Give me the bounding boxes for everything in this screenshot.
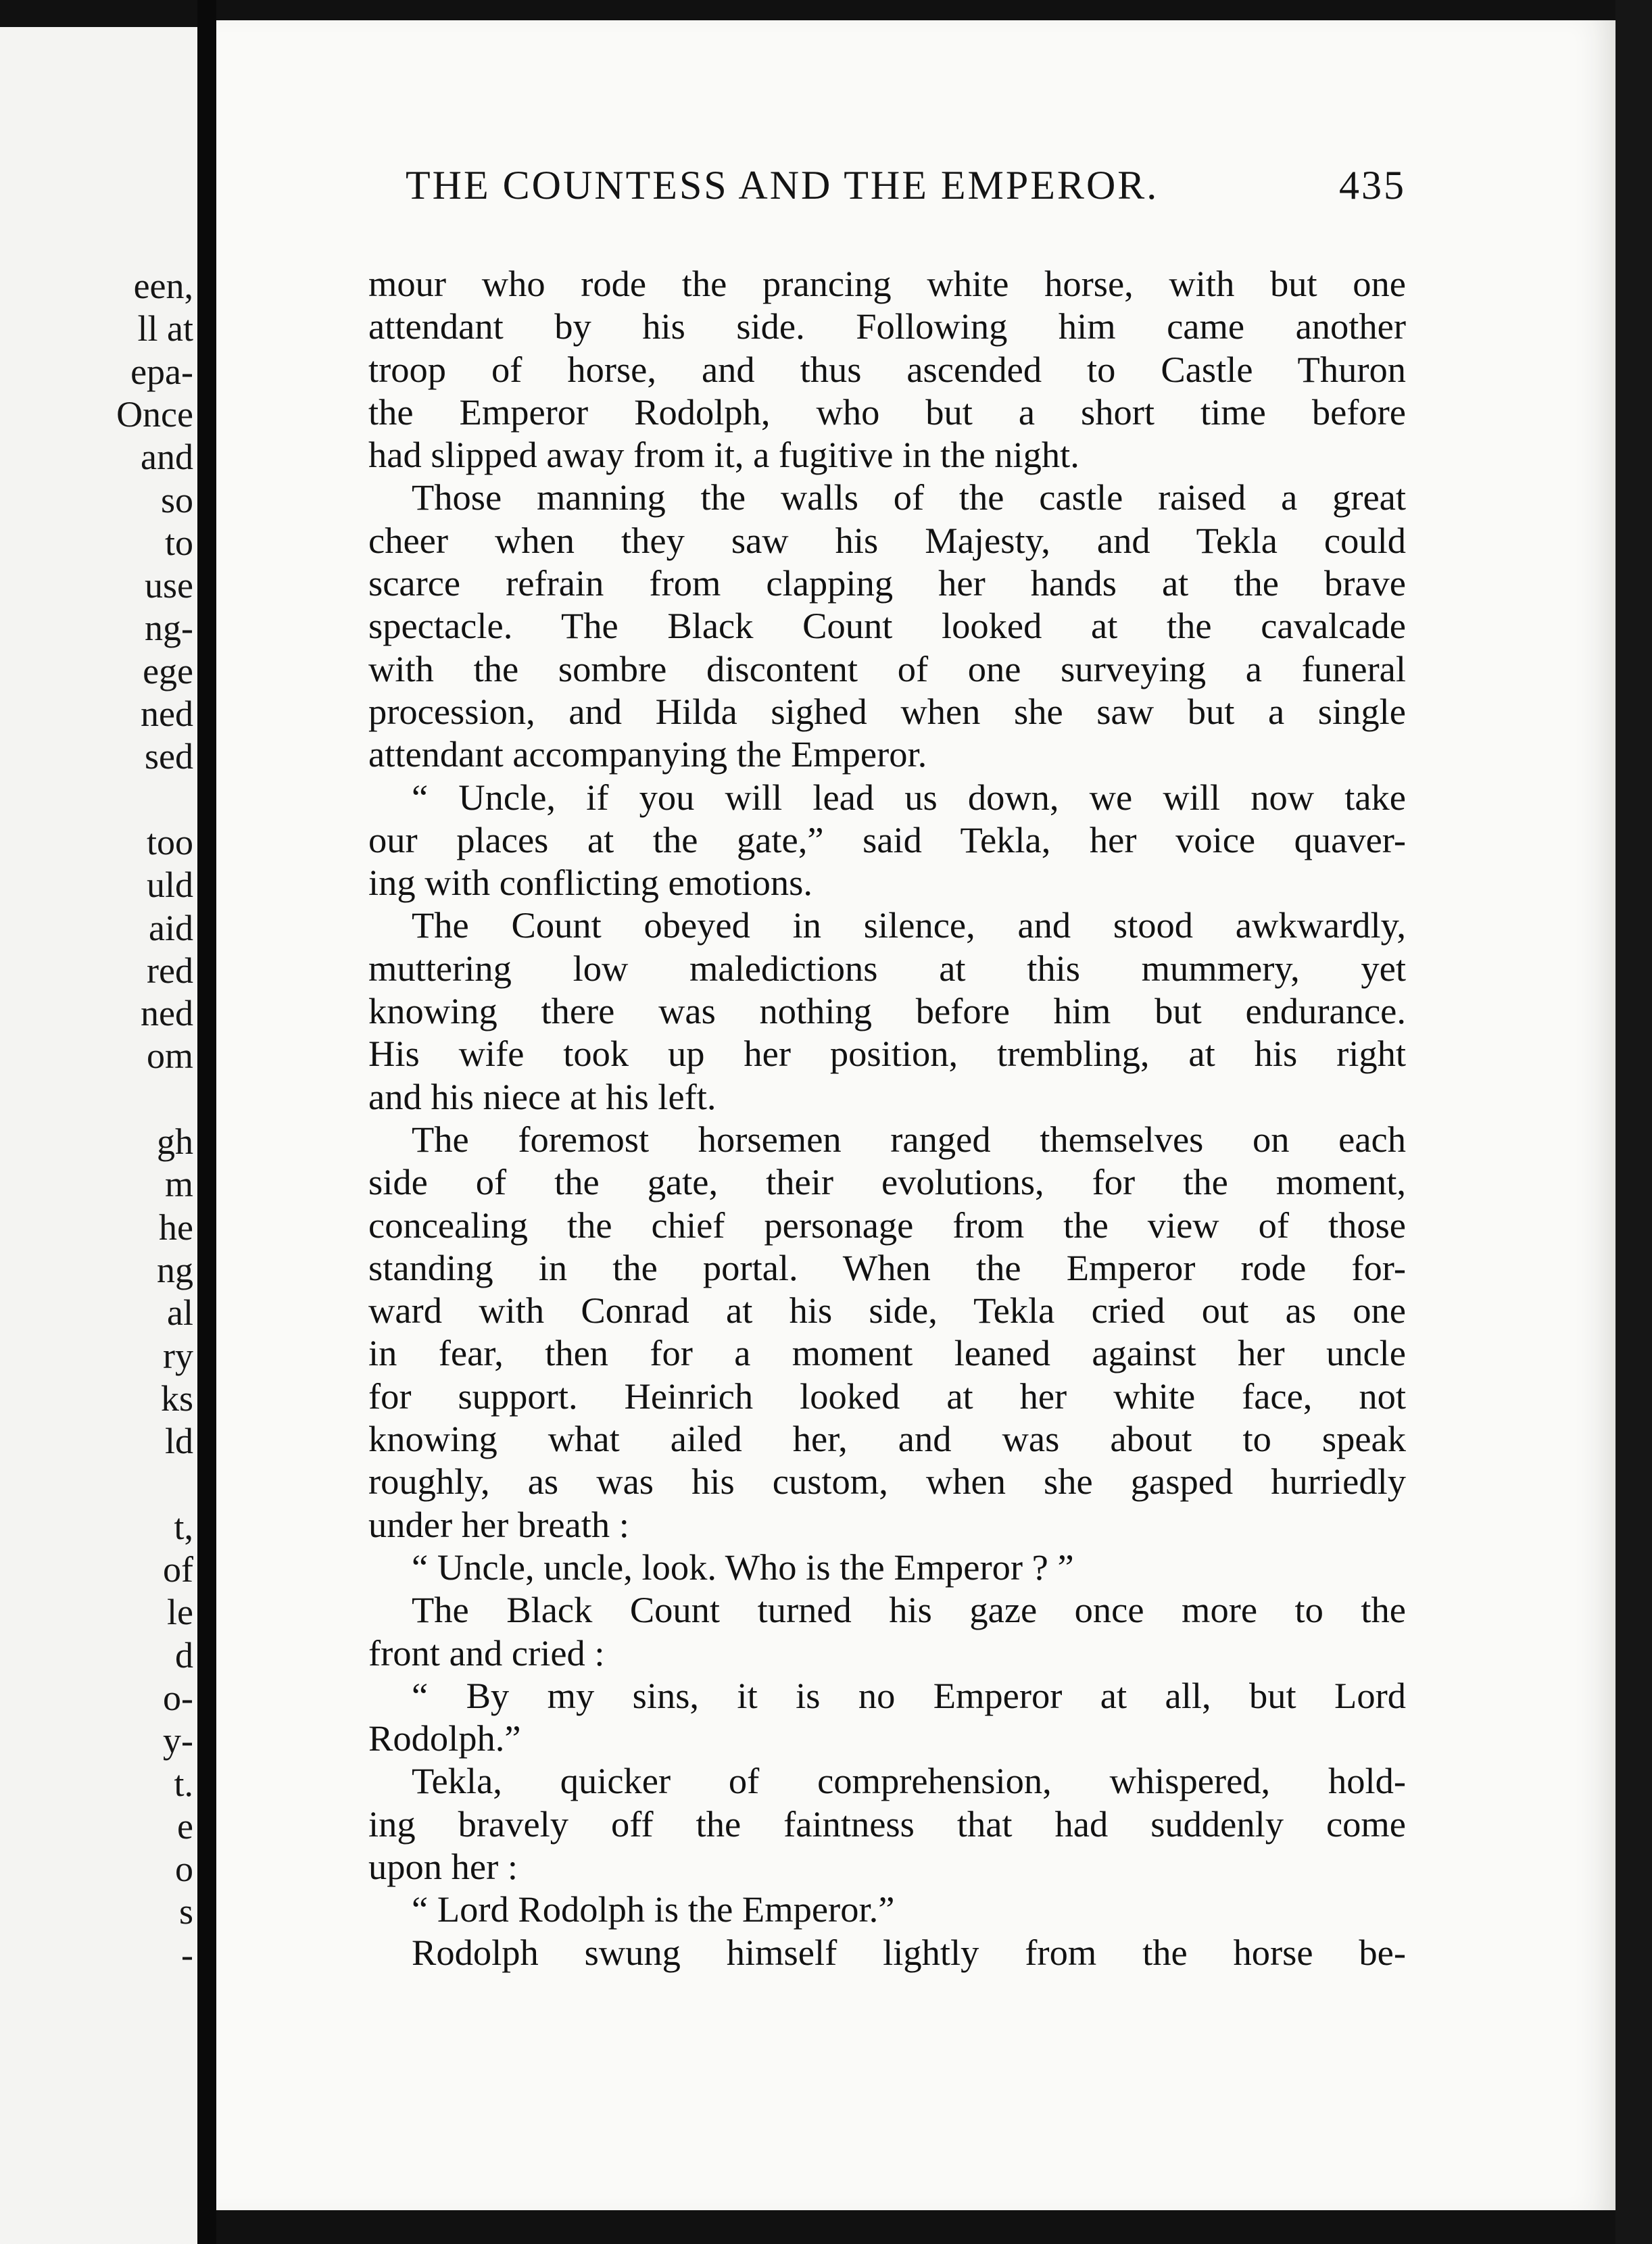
- text-line: “ Uncle, if you will lead us down, we will now take: [412, 776, 1406, 818]
- text-line: Rodolph.”: [368, 1717, 521, 1759]
- left-page-text-fragment: Once: [116, 393, 193, 435]
- text-line: Those manning the walls of the castle raised a great: [412, 477, 1406, 518]
- left-page-fragment: [0, 27, 197, 2244]
- text-line: attendant accompanying the Emperor.: [368, 733, 927, 775]
- text-line: roughly, as was his custom, when she gasped hurriedly: [368, 1461, 1406, 1503]
- left-page-text-fragment: red: [147, 950, 193, 991]
- left-page-text-fragment: uld: [146, 864, 193, 906]
- text-line: The Count obeyed in silence, and stood awkwardly,: [412, 904, 1406, 946]
- text-line: in fear, then for a moment leaned against her uncle: [368, 1332, 1406, 1374]
- left-page-text-fragment: -: [181, 1934, 193, 1975]
- text-line: muttering low maledictions at this mummery, yet: [368, 947, 1406, 989]
- left-page-text-fragment: ned: [141, 993, 193, 1034]
- text-line: front and cried :: [368, 1632, 605, 1674]
- left-page-text-fragment: ng: [157, 1249, 193, 1290]
- text-line: under her breath :: [368, 1503, 629, 1545]
- text-line: “ Lord Rodolph is the Emperor.”: [412, 1888, 895, 1930]
- text-line: for support. Heinrich looked at her white face, not: [368, 1375, 1406, 1417]
- page-edge: [1615, 0, 1652, 2244]
- text-line: our places at the gate,” said Tekla, her voice quaver-: [368, 819, 1406, 860]
- left-page-text-fragment: om: [146, 1035, 193, 1077]
- left-page-text-fragment: ll at: [137, 308, 193, 349]
- left-page-text-fragment: ld: [164, 1421, 193, 1462]
- left-page-text-fragment: t,: [174, 1506, 193, 1547]
- left-page-text-fragment: of: [163, 1549, 193, 1590]
- left-page-text-fragment: too: [146, 821, 193, 862]
- left-page-text-fragment: ks: [160, 1377, 193, 1419]
- left-page-text-fragment: gh: [157, 1121, 193, 1162]
- text-line: knowing there was nothing before him but endurance.: [368, 990, 1406, 1032]
- left-page-text-fragment: so: [160, 479, 193, 520]
- text-line: scarce refrain from clapping her hands at the brave: [368, 562, 1406, 604]
- text-line: the Emperor Rodolph, who but a short time before: [368, 391, 1406, 433]
- body-text: [368, 262, 1406, 1974]
- left-page-text-fragment: le: [167, 1592, 193, 1633]
- running-title: THE COUNTESS AND THE EMPEROR.: [406, 163, 1159, 208]
- text-line: concealing the chief personage from the view of those: [368, 1204, 1406, 1246]
- running-header: [406, 162, 1406, 209]
- text-line: “ By my sins, it is no Emperor at all, but Lord: [412, 1674, 1406, 1716]
- left-page-text-fragment: he: [159, 1206, 193, 1248]
- left-page-text-fragment: t.: [174, 1763, 193, 1804]
- left-page-text-fragment: o-: [163, 1677, 193, 1718]
- left-page-text-fragment: e: [177, 1805, 193, 1847]
- text-line: standing in the portal. When the Emperor rode for-: [368, 1246, 1406, 1288]
- text-line: The foremost horsemen ranged themselves on each: [412, 1118, 1406, 1160]
- left-page-text-fragment: ned: [141, 693, 193, 734]
- text-line: cheer when they saw his Majesty, and Tekla could: [368, 519, 1406, 561]
- left-page-text-fragment: sed: [145, 736, 193, 777]
- left-page-text-fragment: epa-: [130, 351, 193, 392]
- text-line: Tekla, quicker of comprehension, whispered, hold-: [412, 1760, 1406, 1802]
- left-page-text-fragment: ry: [163, 1335, 193, 1376]
- left-page-text-fragment: een,: [133, 266, 193, 306]
- text-line: spectacle. The Black Count looked at the cavalcade: [368, 605, 1406, 647]
- text-line: His wife took up her position, trembling, at his right: [368, 1033, 1406, 1075]
- text-line: ward with Conrad at his side, Tekla cried out as one: [368, 1290, 1406, 1332]
- left-page-text-fragment: to: [164, 522, 193, 563]
- text-line: procession, and Hilda sighed when she saw but a single: [368, 690, 1406, 732]
- left-page-text-fragment: s: [178, 1891, 193, 1932]
- text-line: “ Uncle, uncle, look. Who is the Emperor ? ”: [412, 1546, 1074, 1588]
- text-line: side of the gate, their evolutions, for the moment,: [368, 1161, 1406, 1203]
- text-line: The Black Count turned his gaze once more to the: [412, 1589, 1406, 1631]
- left-page-text-fragment: m: [164, 1164, 193, 1205]
- left-page-text-fragment: and: [141, 437, 193, 478]
- left-page-text-fragment: al: [167, 1292, 193, 1334]
- text-line: and his niece at his left.: [368, 1075, 716, 1117]
- text-line: attendant by his side. Following him came another: [368, 306, 1406, 347]
- text-line: upon her :: [368, 1845, 518, 1887]
- text-line: with the sombre discontent of one surveying a funeral: [368, 648, 1406, 689]
- left-page-text-fragment: ng-: [145, 608, 193, 649]
- left-page-text-fragment: ege: [143, 650, 193, 691]
- text-line: had slipped away from it, a fugitive in the night.: [368, 434, 1079, 476]
- left-page-text-fragment: d: [175, 1634, 193, 1676]
- text-line: mour who rode the prancing white horse, with but one: [368, 263, 1406, 304]
- left-page-text-fragment: o: [175, 1849, 193, 1890]
- left-page-text-fragment: use: [145, 565, 193, 606]
- left-page-text-fragment: aid: [149, 907, 193, 948]
- book-binding: [197, 0, 216, 2244]
- text-line: knowing what ailed her, and was about to speak: [368, 1418, 1406, 1460]
- page-number: 435: [1339, 163, 1406, 208]
- text-line: troop of horse, and thus ascended to Castle Thuron: [368, 348, 1406, 390]
- text-line: ing bravely off the faintness that had suddenly come: [368, 1803, 1406, 1845]
- text-line: ing with conflicting emotions.: [368, 862, 812, 904]
- left-page-text-fragment: y-: [163, 1720, 193, 1761]
- text-line: Rodolph swung himself lightly from the horse be-: [412, 1931, 1406, 1973]
